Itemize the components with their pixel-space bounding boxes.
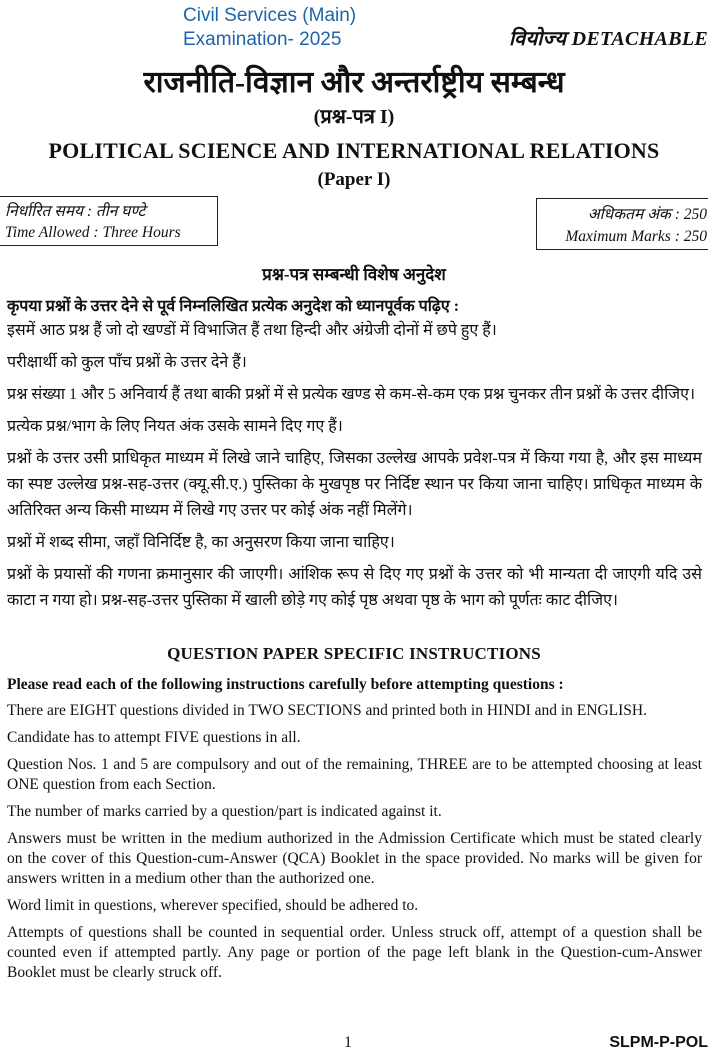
instruction-item-english: Attempts of questions shall be counted in sequential order. Unless struck off, attempt of a question shall be counted even if attempted partly. Any page or portion of the page left blank in the Question-cum-Answer Booklet must be clearly struck off. [7, 924, 702, 981]
exam-name: Civil Services (Main) [183, 5, 357, 26]
instructions-title-english: QUESTION PAPER SPECIFIC INSTRUCTIONS [167, 644, 541, 663]
subject-title-english: POLITICAL SCIENCE AND INTERNATIONAL RELATIONS [48, 138, 660, 163]
instruction-item-english: There are EIGHT questions divided in TWO SECTIONS and printed both in HINDI and in ENGLISH. [7, 702, 647, 719]
detachable-label: वियोज्य DETACHABLE [509, 28, 708, 50]
time-allowed-english: Time Allowed : Three Hours [5, 224, 181, 241]
instructions-list-hindi [7, 318, 702, 620]
page-number: 1 [344, 1034, 352, 1051]
time-allowed-box [0, 196, 218, 246]
exam-tag [183, 4, 358, 52]
subject-title-hindi: राजनीति-विज्ञान और अन्तर्राष्ट्रीय सम्बन्ध [143, 66, 565, 99]
instructions-lead-english: Please read each of the following instructions carefully before attempting questions : [7, 676, 564, 693]
maximum-marks-hindi: अधिकतम अंक : 250 [587, 206, 707, 223]
instruction-item-hindi: प्रश्न संख्या 1 और 5 अनिवार्य हैं तथा बाकी प्रश्नों में से प्रत्येक खण्ड से कम-से-कम एक प्रश्न चुनकर तीन प्रश्नों के उत्तर दीजिए। [7, 386, 696, 403]
paper-label-english: (Paper I) [317, 169, 391, 190]
instruction-item-hindi: प्रत्येक प्रश्न/भाग के लिए नियत अंक उसके सामने दिए गए हैं। [7, 418, 343, 435]
paper-code: SLPM-P-POL [609, 1034, 708, 1051]
instruction-item-english: Candidate has to attempt FIVE questions in all. [7, 729, 301, 746]
instruction-item-hindi: परीक्षार्थी को कुल पाँच प्रश्नों के उत्तर देने हैं। [7, 354, 247, 371]
time-allowed-hindi: निर्धारित समय : तीन घण्टे [5, 203, 146, 220]
instruction-item-english: Answers must be written in the medium authorized in the Admission Certificate which must be stated clearly on the cover of this Question-cum-Answer (QCA) Booklet in the space provided. No marks will be given for answers written in a medium other than the authorized one. [7, 830, 702, 887]
instructions-title-hindi: प्रश्न-पत्र सम्बन्धी विशेष अनुदेश [262, 265, 446, 284]
instruction-item-hindi: इसमें आठ प्रश्न हैं जो दो खण्डों में विभाजित हैं तथा हिन्दी और अंग्रेजी दोनों में छपे हुए हैं। [7, 322, 497, 339]
instructions-list-english [7, 701, 702, 990]
instruction-item-english: The number of marks carried by a question/part is indicated against it. [7, 803, 442, 820]
instruction-item-hindi: प्रश्नों के प्रयासों की गणना क्रमानुसार की जाएगी। आंशिक रूप से दिए गए प्रश्नों के उत्तर को भी मान्यता दी जाएगी यदि उसे काटा न गया हो। प्रश्न-सह-उत्तर पुस्तिका में खाली छोड़े गए कोई पृष्ठ अथवा पृष्ठ के भाग को पूर्णतः काट दीजिए। [7, 566, 702, 609]
paper-label-hindi: (प्रश्न-पत्र I) [313, 106, 395, 128]
instruction-item-hindi: प्रश्नों के उत्तर उसी प्राधिकृत माध्यम में लिखे जाने चाहिए, जिसका उल्लेख आपके प्रवेश-पत्र में किया गया है, और इस माध्यम का स्पष्ट उल्लेख प्रश्न-सह-उत्तर (क्यू.सी.ए.) पुस्तिका के मुखपृष्ठ पर निर्दिष्ट स्थान पर किया जाना चाहिए। प्राधिकृत माध्यम के अतिरिक्त अन्य किसी माध्यम में लिखे गए उत्तर पर कोई अंक नहीं मिलेंगे। [7, 450, 702, 519]
instruction-item-hindi: प्रश्नों में शब्द सीमा, जहाँ विनिर्दिष्ट है, का अनुसरण किया जाना चाहिए। [7, 534, 395, 551]
maximum-marks-box [536, 198, 708, 250]
instruction-item-english: Word limit in questions, wherever specified, should be adhered to. [7, 897, 419, 914]
maximum-marks-english: Maximum Marks : 250 [565, 228, 707, 245]
instruction-item-english: Question Nos. 1 and 5 are compulsory and out of the remaining, THREE are to be attempted choosing at least ONE question from each Section. [7, 756, 702, 793]
exam-year: Examination- 2025 [183, 29, 342, 50]
instructions-lead-hindi: कृपया प्रश्नों के उत्तर देने से पूर्व निम्नलिखित प्रत्येक अनुदेश को ध्यानपूर्वक पढ़िए : [7, 298, 460, 315]
